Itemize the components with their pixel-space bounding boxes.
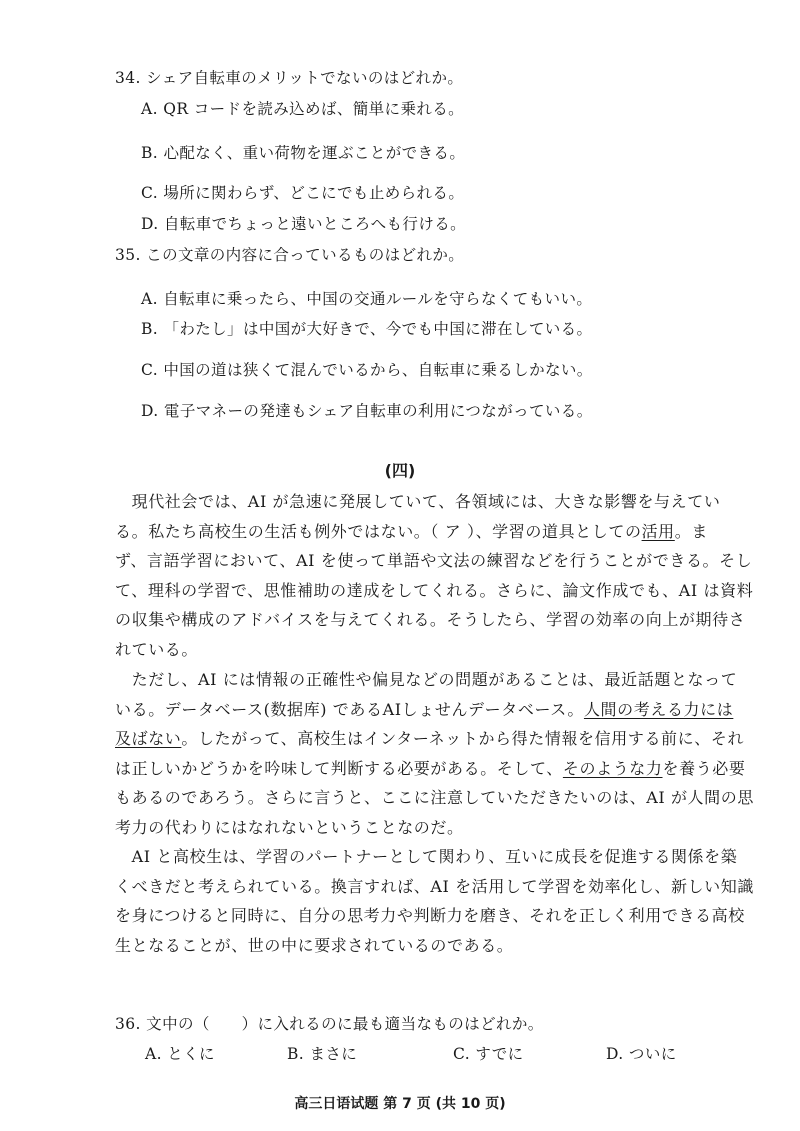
question-34-stem: 34. シェア自転車のメリットでないのはどれか。 [115,69,464,87]
q35-option-c: C. 中国の道は狭くて混んでいるから、自転車に乗るしかない。 [141,361,593,379]
underlined-phrase-ningen-no-kangaeru-chikara: 人間の考える力には [583,699,734,719]
passage-line: の収集や構成のアドバイスを与えてくれる。そうしたら、学習の効率の向上が期待さ [115,610,746,630]
q34-option-d: D. 自転車でちょっと遠いところへも行ける。 [141,215,467,233]
passage-line: ただし、AI には情報の正確性や偏見などの問題があることは、最近話題となって [115,670,738,689]
question-35-stem: 35. この文章の内容に合っているものはどれか。 [115,246,465,264]
underlined-term-katsuyou: 活用 [641,521,675,541]
q35-option-d: D. 電子マネーの発達もシェア自転車の利用につながっている。 [141,402,593,420]
passage-line: ず、言語学習において、AI を使って単語や文法の練習などを行うことができる。そし [115,551,753,571]
passage-line: て、理科の学習で、思惟補助の達成をしてくれる。さらに、論文作成でも、AI は資料 [115,580,754,600]
passage-line: いる。データベース(数据库) であるAIしょせんデータベース。人間の考える力には [115,699,734,719]
passage-line: 生となることが、世の中に要求されているのである。 [115,935,514,955]
q35-option-b: B. 「わたし」は中国が大好きで、今でも中国に滞在している。 [141,320,593,338]
underlined-phrase-oyobanai: 及ばない [115,729,182,749]
q36-option-b: B. まさに [287,1045,358,1063]
q35-option-a: A. 自転車に乗ったら、中国の交通ルールを守らなくてもいい。 [141,290,593,308]
q34-option-a: A. QR コードを読み込めば、簡単に乗れる。 [141,100,465,118]
passage-line: 及ばない。したがって、高校生はインターネットから得た情報を信用する前に、それ [115,729,745,749]
passage-paragraph-3 [115,842,754,960]
passage-paragraph-2 [115,665,754,843]
passage-line: くべきだと考えられている。換言すれば、AI を活用して学習を効率化し、新しい知識 [115,876,754,896]
q34-option-c: C. 場所に関わらず、どこにでも止められる。 [141,184,465,202]
passage-line: る。私たち高校生の生活も例外ではない。（ ア ）、学習の道具としての活用。ま [115,521,708,541]
passage-line: れている。 [115,639,199,659]
passage-line: AI と高校生は、学習のパートナーとして関わり、互いに成長を促進する関係を築 [115,847,738,866]
passage-line: 考力の代わりにはなれないということなのだ。 [115,817,464,837]
passage-line: は正しいかどうかを吟味して判断する必要がある。そして、そのような力を養う必要 [115,758,746,778]
passage-line: を身につけると同時に、自分の思考力や判断力を磨き、それを正しく利用できる高校 [115,906,745,926]
underlined-phrase-sonoyouna-chikara: そのような力 [562,758,663,778]
question-36-stem: 36. 文中の（ ）に入れるのに最も適当なものはどれか。 [115,1015,544,1033]
passage-line: もあるのであろう。さらに言うと、ここに注意していただきたいのは、AI が人間の思 [115,788,754,808]
passage-paragraph-1 [115,487,754,665]
q36-option-d: D. ついに [606,1045,677,1063]
q36-option-c: C. すでに [453,1045,524,1063]
q34-option-b: B. 心配なく、重い荷物を運ぶことができる。 [141,144,466,162]
page-footer: 高三日语试题 第 7 页 (共 10 页) [294,1096,506,1112]
q36-option-a: A. とくに [145,1045,215,1063]
passage-line: 現代社会では、AI が急速に発展していて、各領域には、大きな影響を与えてい [115,492,721,511]
section-title: (四) [384,461,416,480]
